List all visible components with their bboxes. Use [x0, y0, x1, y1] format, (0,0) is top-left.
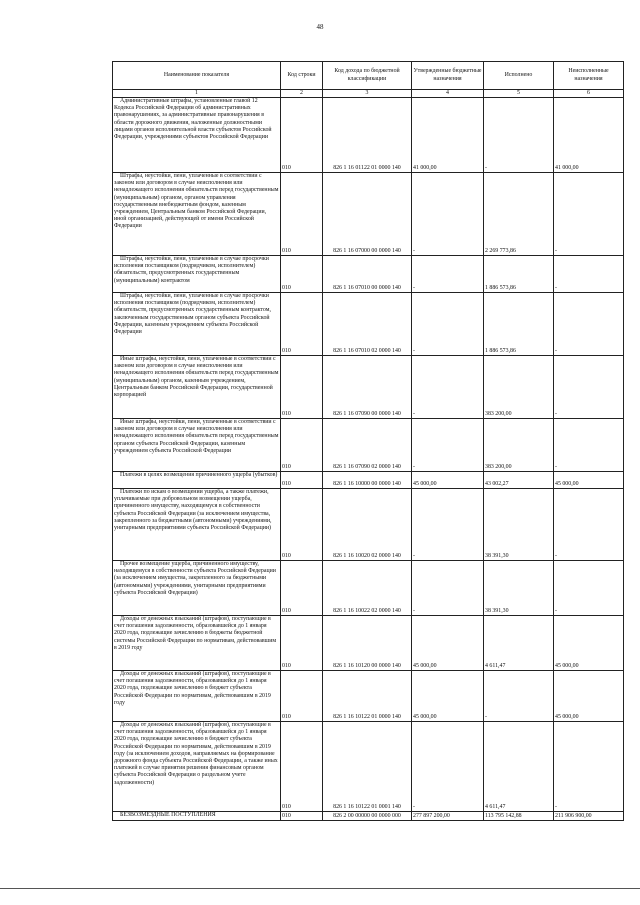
table-row [113, 671, 624, 722]
row-income-code: 826 1 16 10120 00 0000 140 [323, 616, 412, 671]
table-row [113, 472, 624, 489]
row-unexecuted: - [554, 173, 624, 256]
row-executed: 4 611,47 [484, 616, 554, 671]
row-unexecuted: - [554, 419, 624, 472]
row-indicator-name: Доходы от денежных взысканий (штрафов), поступающие в счет погашения задолженности, образовавшейся до 1 января 2020 года, подлежащие зачислению в бюджет субъекта Российской Федерации по нормативам, действовавшим в 2019 году (за исключением доходов, направляемых на формирование дорожного фонда субъекта Российской Федерации, а также иных платежей в случае принятия решения финансовым органом субъекта Российской Федерации о раздельном учете задолженности) [114, 722, 278, 786]
row-unexecuted: - [554, 722, 624, 812]
row-executed: - [484, 98, 554, 173]
row-indicator-name: Штрафы, неустойки, пени, уплаченные в случае просрочки исполнения поставщиком (подрядчиком, исполнителем) обязательств, предусмотренных государственным контрактом, заключенным государственным органом субъекта Российской Федерации, казенным учреждением субъекта Российской Федерации [114, 293, 271, 336]
row-indicator-name: Доходы от денежных взысканий (штрафов), поступающие в счет погашения задолженности, образовавшейся до 1 января 2020 года, подлежащие зачислению в бюджет субъекта Российской Федерации по нормативам, действовавшим в 2019 году [114, 671, 271, 706]
row-executed: 383 200,00 [484, 419, 554, 472]
row-income-code: 826 1 16 07010 02 0000 140 [323, 293, 412, 356]
row-indicator-name: БЕЗВОЗМЕЗДНЫЕ ПОСТУПЛЕНИЯ [120, 812, 216, 818]
row-approved: - [412, 419, 484, 472]
row-income-code: 826 1 16 10020 02 0000 140 [323, 489, 412, 561]
row-unexecuted: 45 000,00 [554, 671, 624, 722]
table-row [113, 616, 624, 671]
header-executed: Исполнено [484, 62, 554, 90]
row-executed: 4 611,47 [484, 722, 554, 812]
row-income-code: 826 1 16 01122 01 0000 140 [323, 98, 412, 173]
row-income-code: 826 1 16 07090 02 0000 140 [323, 419, 412, 472]
table-header-row [113, 62, 624, 90]
table-row [113, 356, 624, 419]
row-approved: 45 000,00 [412, 616, 484, 671]
row-unexecuted: - [554, 256, 624, 293]
row-executed: 1 886 573,86 [484, 256, 554, 293]
row-unexecuted: 211 906 900,00 [554, 812, 624, 821]
column-number: 6 [554, 90, 624, 98]
table-row [113, 489, 624, 561]
row-executed: 38 391,30 [484, 561, 554, 616]
row-approved: 45 000,00 [412, 671, 484, 722]
row-indicator-name: Иные штрафы, неустойки, пени, уплаченные в соответствии с законом или договором в случае неисполнения или ненадлежащего исполнения обязательств перед государственным (муниципальным) органом, казенным учреждением, Центральным банком Российской Федерации, государственной корпорацией [114, 356, 279, 399]
row-line-code: 010 [281, 356, 323, 419]
row-line-code: 010 [281, 98, 323, 173]
row-unexecuted: - [554, 489, 624, 561]
row-unexecuted: 41 000,00 [554, 98, 624, 173]
row-executed: 43 002,27 [484, 472, 554, 489]
row-executed: 1 886 573,86 [484, 293, 554, 356]
row-executed: 113 795 142,88 [484, 812, 554, 821]
table-row [113, 173, 624, 256]
column-number-row [113, 90, 624, 98]
header-approved: Утвержденные бюджетные назначения [412, 62, 484, 90]
row-approved: 277 897 200,00 [412, 812, 484, 821]
row-income-code: 826 1 16 07090 00 0000 140 [323, 356, 412, 419]
row-indicator-name: Прочее возмещение ущерба, причиненного имуществу, находящемуся в собственности субъекта Российской Федерации (за исключением имущества, закрепленного за бюджетными (автономными) учреждениями, унитарными предприятиями субъекта Российской Федерации) [114, 561, 276, 596]
header-line-code: Код строки [281, 62, 323, 90]
row-income-code: 826 1 16 07000 00 0000 140 [323, 173, 412, 256]
row-indicator-name: Штрафы, неустойки, пени, уплаченные в соответствии с законом или договором в случае неисполнения или ненадлежащего исполнения обязательств перед государственным (муниципальным) органом, органом управления государственным внебюджетным фондом, казенным учреждением, Центральным банком Российской Федерации, иной организацией, действующей от имени Российской Федерации [114, 173, 279, 230]
row-line-code: 010 [281, 293, 323, 356]
row-line-code: 010 [281, 671, 323, 722]
table-row [113, 812, 624, 821]
column-number: 4 [412, 90, 484, 98]
header-income-code: Код дохода по бюджетной классификации [323, 62, 412, 90]
row-unexecuted: - [554, 561, 624, 616]
row-approved: - [412, 173, 484, 256]
row-executed: 2 269 773,86 [484, 173, 554, 256]
row-approved: - [412, 256, 484, 293]
table-row [113, 98, 624, 173]
row-approved: 41 000,00 [412, 98, 484, 173]
row-line-code: 010 [281, 489, 323, 561]
row-income-code: 826 1 16 10000 00 0000 140 [323, 472, 412, 489]
row-executed: - [484, 671, 554, 722]
row-indicator-name: Платежи в целях возмещения причиненного ущерба (убытков) [120, 472, 278, 478]
column-number: 5 [484, 90, 554, 98]
row-unexecuted: - [554, 293, 624, 356]
row-line-code: 010 [281, 561, 323, 616]
row-indicator-name: Иные штрафы, неустойки, пени, уплаченные в соответствии с законом или договором в случае неисполнения или ненадлежащего исполнения обязательств перед государственным органом субъекта Российской Федерации, казенным учреждением субъекта Российской Федерации [114, 419, 279, 454]
row-income-code: 826 2 00 00000 00 0000 000 [323, 812, 412, 821]
row-indicator-name: Доходы от денежных взысканий (штрафов), поступающие в счет погашения задолженности, образовавшейся до 1 января 2020 года, подлежащие зачислению в бюджеты бюджетной системы Российской Федерации по нормативам, действовавшим в 2019 году [114, 616, 277, 651]
table-row [113, 722, 624, 812]
column-number: 1 [113, 90, 281, 98]
table-row [113, 256, 624, 293]
row-unexecuted: - [554, 356, 624, 419]
row-line-code: 010 [281, 616, 323, 671]
row-line-code: 010 [281, 812, 323, 821]
row-executed: 38 391,30 [484, 489, 554, 561]
row-income-code: 826 1 16 10122 01 0000 140 [323, 671, 412, 722]
row-income-code: 826 1 16 07010 00 0000 140 [323, 256, 412, 293]
row-line-code: 010 [281, 419, 323, 472]
row-unexecuted: 45 000,00 [554, 472, 624, 489]
revenue-table [112, 61, 624, 821]
row-indicator-name: Штрафы, неустойки, пени, уплаченные в случае просрочки исполнения поставщиком (подрядчиком, исполнителем) обязательств, предусмотренных государственным (муниципальным) контрактом [114, 256, 269, 284]
row-line-code: 010 [281, 173, 323, 256]
column-number: 3 [323, 90, 412, 98]
row-indicator-name: Административные штрафы, установленные главой 12 Кодекса Российской Федерации об административных правонарушениях, за административные правонарушения в области дорожного движения, наложенные должностными лицами органов исполнительной власти субъектов Российской Федерации, учреждениями субъектов Российской Федерации [114, 98, 272, 141]
row-unexecuted: 45 000,00 [554, 616, 624, 671]
table-row [113, 561, 624, 616]
row-approved: - [412, 722, 484, 812]
row-executed: 383 200,00 [484, 356, 554, 419]
column-number: 2 [281, 90, 323, 98]
row-line-code: 010 [281, 722, 323, 812]
row-approved: - [412, 293, 484, 356]
row-line-code: 010 [281, 256, 323, 293]
header-indicator-name: Наименование показателя [113, 62, 281, 90]
row-approved: - [412, 489, 484, 561]
table-row [113, 293, 624, 356]
header-unexecuted: Неисполненные назначения [554, 62, 624, 90]
page-divider [0, 888, 640, 889]
row-income-code: 826 1 16 10122 01 0001 140 [323, 722, 412, 812]
row-line-code: 010 [281, 472, 323, 489]
row-approved: - [412, 561, 484, 616]
row-approved: 45 000,00 [412, 472, 484, 489]
row-approved: - [412, 356, 484, 419]
page-number: 48 [316, 23, 324, 31]
row-income-code: 826 1 16 10022 02 0000 140 [323, 561, 412, 616]
row-indicator-name: Платежи по искам о возмещении ущерба, а также платежи, уплачиваемые при добровольном возмещении ущерба, причиненного имуществу, находящемуся в собственности субъекта Российской Федерации (за исключением имущества, закрепленного за бюджетными (автономными) учреждениями, унитарными предприятиями субъекта Российской Федерации) [114, 489, 272, 532]
table-row [113, 419, 624, 472]
